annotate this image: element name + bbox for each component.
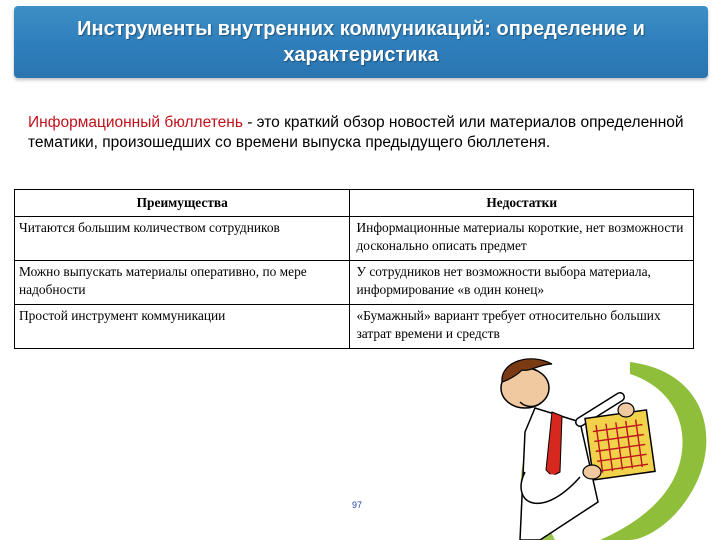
table-cell: Читаются большим количеством сотрудников [15, 217, 350, 261]
table-cell: Простой инструмент коммуникации [15, 305, 350, 349]
table-row [15, 261, 694, 305]
table-row [15, 217, 694, 261]
intro-definition: - это краткий обзор новостей или материалов определенной тематики, произошедших со времени выпуска предыдущего бюллетеня. [28, 114, 684, 151]
table-header-row [15, 190, 694, 217]
page-number: 97 [352, 500, 363, 510]
header-advantages: Преимущества [15, 190, 350, 217]
title-bar [14, 6, 708, 78]
table-cell: Информационные материалы короткие, нет возможности досконально описать предмет [350, 217, 694, 261]
header-disadvantages: Недостатки [350, 190, 694, 217]
comparison-table [14, 189, 694, 349]
man-holding-grid-chart-icon [480, 352, 720, 540]
table-cell: «Бумажный» вариант требует относительно больших затрат времени и средств [350, 305, 694, 349]
table-row [15, 305, 694, 349]
table-cell: У сотрудников нет возможности выбора материала, информирование «в один конец» [350, 261, 694, 305]
intro-term: Информационный бюллетень [28, 114, 243, 131]
table-cell: Можно выпускать материалы оперативно, по мере надобности [15, 261, 350, 305]
intro-paragraph [28, 113, 700, 152]
slide-title: Инструменты внутренних коммуникаций: определение и характеристика [77, 18, 645, 66]
